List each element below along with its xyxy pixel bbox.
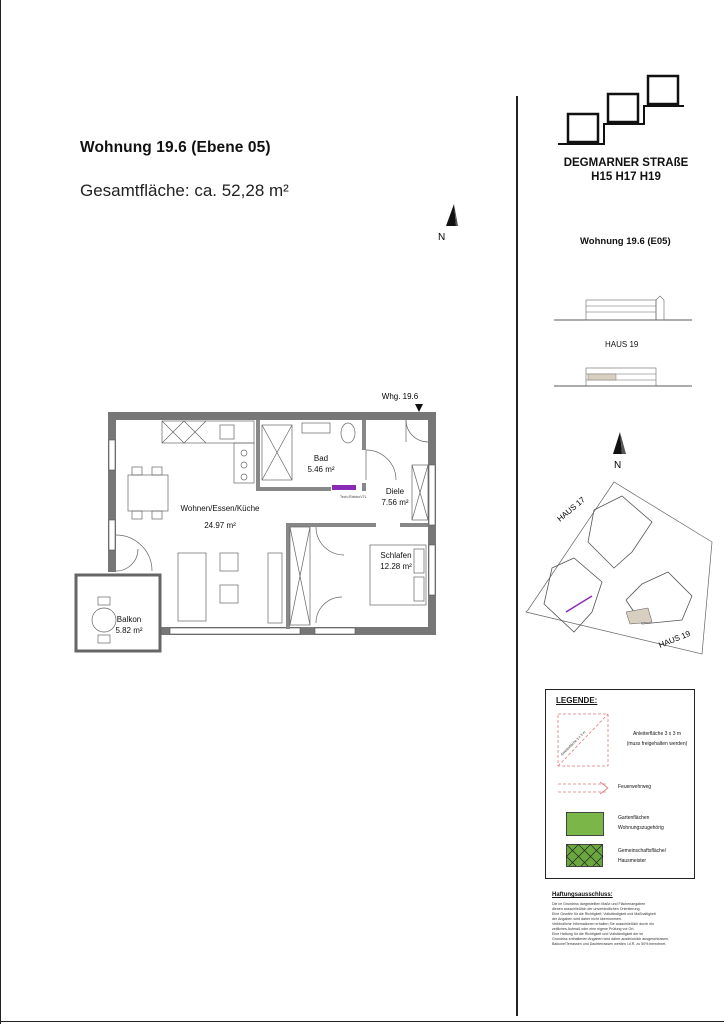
room-bad: Bad 5.46 m²: [307, 454, 335, 474]
site-north-label: N: [614, 460, 622, 471]
disclaimer-text: Die im Grundriss dargestellten Maße und Flächenangaben dienen ausschließlich der unverbindlichen Orientierung. Eine Gewähr für die Richtigkeit, Vollständigkeit und Maßhaltigkeit der Angaben wird daher nicht übernommen. Verbindliche Informationen erhalten Sie ausschließlich durch ein zeitliches Aufmaß oder eine eigene Prüfung vor Ort. Eine Haftung für die Richtigkeit und Vollständigkeit der im Grundriss enthaltenen Angaben wird daher ausdrücklich ausgeschlossen. Balkone/Terrassen und Dachterrassen werden i.d.R. zu 50% berechnet.: [552, 902, 670, 946]
entrance-door: [406, 420, 428, 442]
legend-fire-access-inner: Anleiterfläche 3 x 3 m: [559, 730, 587, 757]
north-arrow-icon: [434, 202, 464, 244]
legend-title: LEGENDE:: [556, 696, 598, 705]
site-label-haus17: HAUS 17: [555, 495, 587, 524]
legend-garden-swatch: [566, 812, 604, 836]
site-north-arrow-icon: [606, 430, 634, 472]
total-area: Gesamtfläche: ca. 52,28 m²: [80, 181, 289, 200]
room-diele: Diele 7.56 m²: [381, 487, 409, 507]
legend-fire-route-label: Feuerwehrweg: [618, 784, 652, 790]
site-label-haus19: HAUS 19: [657, 629, 692, 650]
outer-walls: [108, 412, 436, 635]
legend-fire-access-label: Anleiterfläche 3 x 3 m (muss freigehalten werden): [626, 731, 688, 747]
kitchen-counter: [162, 421, 254, 483]
living-furniture: [178, 553, 282, 623]
house-label: HAUS 19: [605, 340, 639, 349]
page-frame-left: [0, 0, 1, 1024]
bedroom-wardrobe: [290, 527, 310, 625]
legend-fire-access-icon: [556, 712, 612, 770]
company-logo-icon: [556, 72, 690, 152]
page-frame-bottom: [0, 1021, 724, 1022]
logo-line2: H15 H17 H19: [591, 171, 661, 183]
legend-community-label: Gemeinschaftsfläche/ Hausmeister: [618, 848, 667, 864]
tech-shaft: [332, 485, 356, 490]
logo-line1: DEGMARNER STRAßE: [563, 157, 689, 169]
balcony: [76, 575, 160, 651]
apartment-title: Wohnung 19.6 (Ebene 05): [80, 139, 271, 156]
side-apartment-label: Wohnung 19.6 (E05): [580, 236, 671, 247]
tech-note: Tech./ElektroVTL: [340, 495, 367, 499]
sidebar-divider: [516, 96, 518, 1016]
balcony-door: [116, 535, 152, 571]
unit-tag: Whg. 19.6: [381, 392, 419, 401]
room-wohnen: Wohnen/Essen/Küche 24.97 m²: [180, 504, 260, 530]
legend-garden-label: Gartenflächen Wohnungszugehörig: [618, 815, 664, 831]
room-balkon: Balkon 5.82 m²: [115, 615, 143, 635]
legend-fire-route-icon: [556, 780, 612, 796]
unit-marker-icon: [415, 404, 423, 412]
bedroom-door: [316, 527, 344, 555]
room-schlafen: Schlafen 12.28 m²: [380, 551, 412, 571]
north-arrow-label: N: [438, 232, 446, 243]
disclaimer-title: Haftungsausschluss:: [552, 892, 613, 898]
bath-door: [366, 450, 396, 480]
dining-table: [128, 467, 168, 519]
site-plan: [522, 472, 722, 662]
legend-community-swatch: [566, 844, 604, 868]
